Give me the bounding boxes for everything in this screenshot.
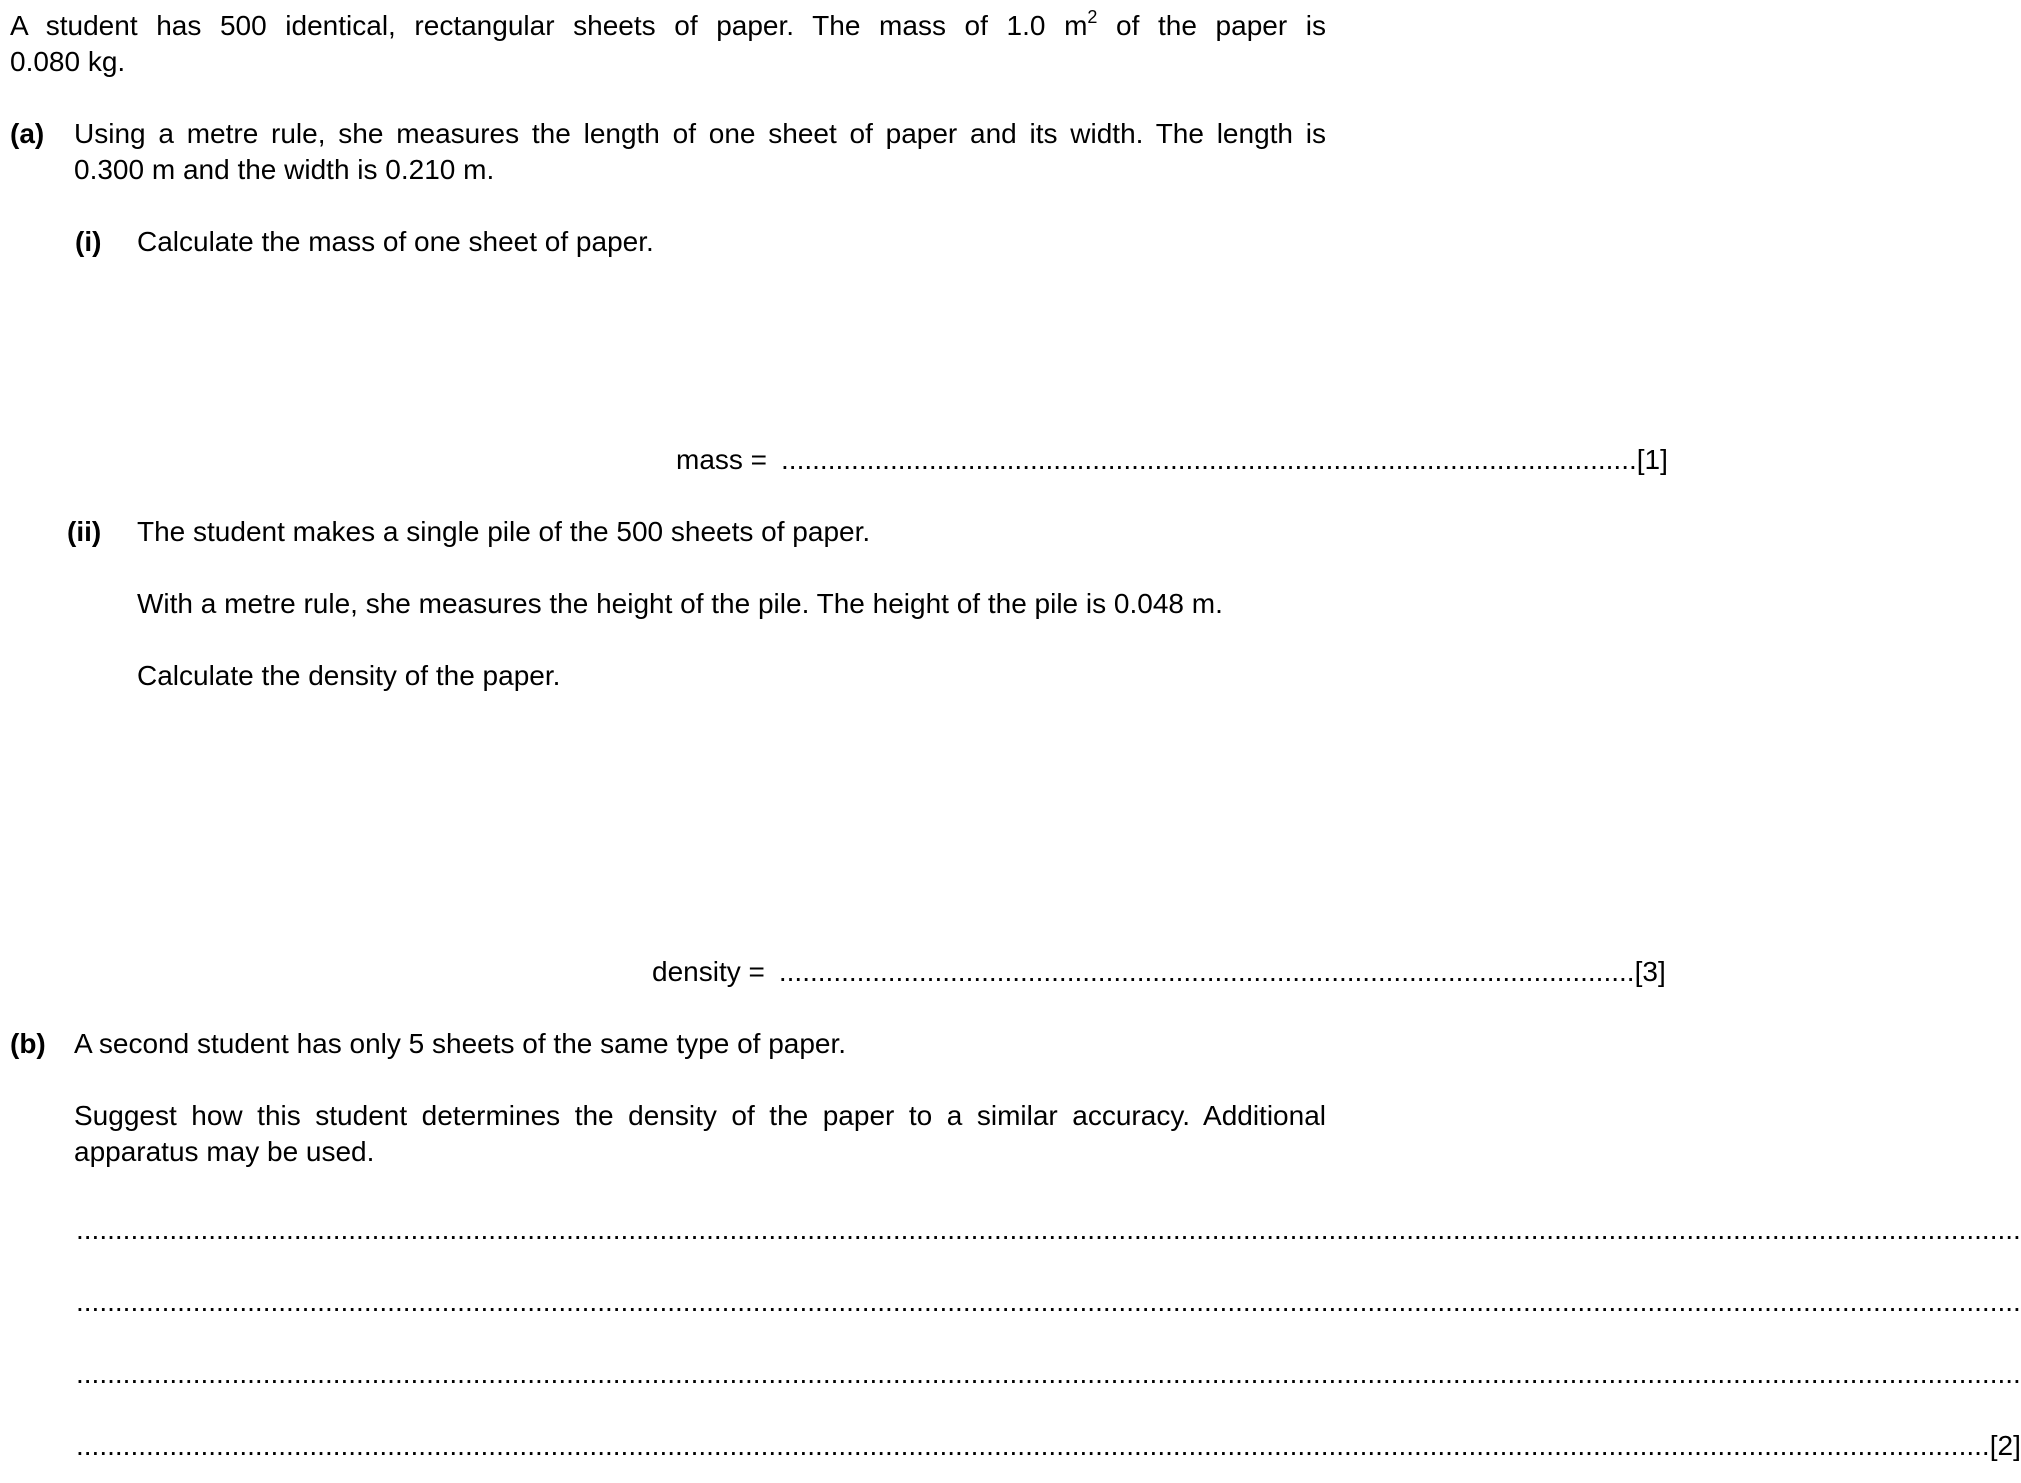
mass-answer-field[interactable]: ..............................................................................................................	[781, 444, 1637, 475]
part-b-text-2-line-1: Suggest how this student determines the density of the paper to a similar accuracy. Additional	[74, 1100, 1326, 1131]
density-answer-field[interactable]: ..............................................................................................................	[778, 956, 1635, 987]
part-b-label: (b)	[10, 1028, 46, 1059]
density-marks: [3]	[1634, 956, 1666, 987]
sub-ii-text-1: The student makes a single pile of the 500 sheets of paper.	[137, 516, 871, 547]
intro-superscript: 2	[1087, 6, 1098, 27]
part-a-line-1: Using a metre rule, she measures the length of one sheet of paper and its width. The length is	[74, 118, 1326, 149]
part-a-label: (a)	[10, 118, 45, 149]
part-b-answer-line-2[interactable]: ..........................................................................................................................................................................................................................................................	[76, 1286, 2021, 1317]
part-b-answer-line-4	[76, 1430, 2021, 1462]
mass-answer-label: mass =	[676, 444, 768, 475]
part-b-answer-line-1[interactable]: ..........................................................................................................................................................................................................................................................	[76, 1214, 2021, 1245]
part-b-answer-line-3[interactable]: ..........................................................................................................................................................................................................................................................	[76, 1358, 2021, 1389]
sub-i-label: (i)	[75, 226, 102, 257]
intro-text-1: A student has 500 identical, rectangular sheets of paper. The mass of 1.0 m	[10, 10, 1088, 41]
intro-line-1	[10, 6, 1327, 42]
density-answer-line	[652, 956, 1666, 988]
part-b-answer-field-4[interactable]: ......................................................................................................................................................................................................................................................	[76, 1430, 1990, 1461]
part-b-text-1: A second student has only 5 sheets of the same type of paper.	[74, 1028, 847, 1059]
intro-line-2: 0.080 kg.	[10, 46, 126, 77]
density-answer-label: density =	[652, 956, 765, 987]
part-b-marks: [2]	[1989, 1430, 2021, 1461]
sub-ii-text-3: Calculate the density of the paper.	[137, 660, 561, 691]
sub-ii-text-2: With a metre rule, she measures the height of the pile. The height of the pile is 0.048 m.	[137, 588, 1223, 619]
part-a-line-2: 0.300 m and the width is 0.210 m.	[74, 154, 495, 185]
intro-text-2: of the paper is	[1097, 10, 1327, 41]
sub-i-text: Calculate the mass of one sheet of paper.	[137, 226, 654, 257]
sub-ii-label: (ii)	[67, 516, 102, 547]
mass-answer-line	[676, 444, 1668, 476]
mass-marks: [1]	[1636, 444, 1668, 475]
part-b-text-2-line-2: apparatus may be used.	[74, 1136, 375, 1167]
